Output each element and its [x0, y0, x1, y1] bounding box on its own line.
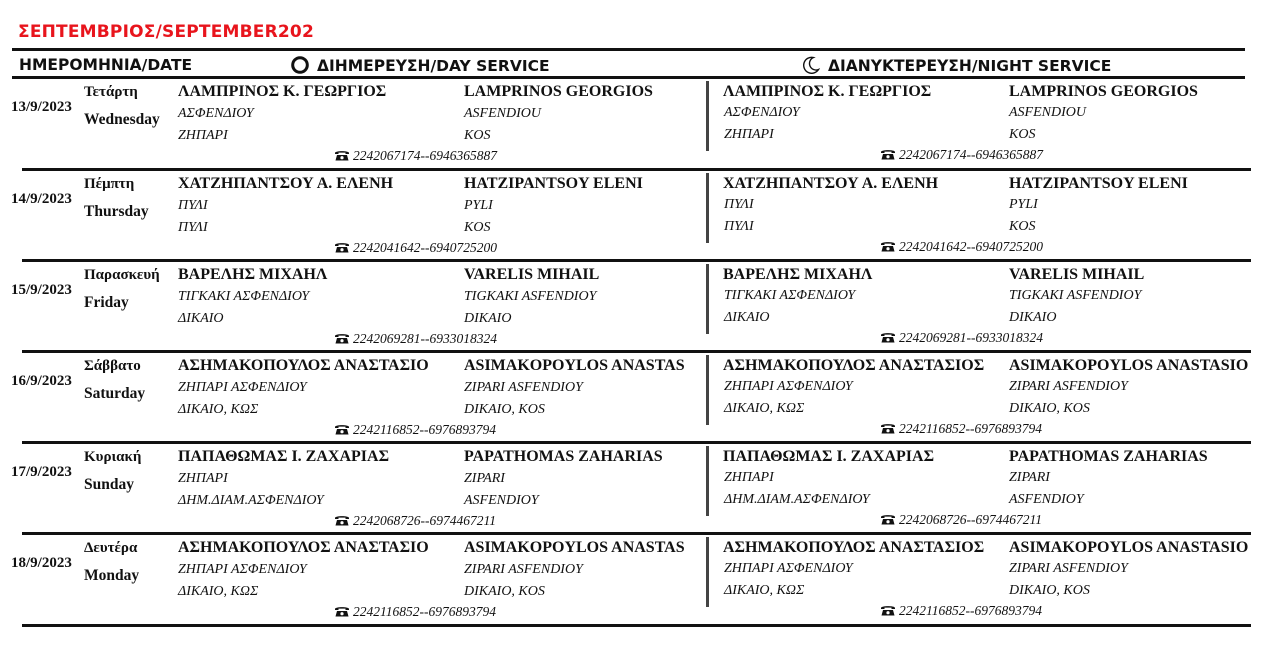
night-address-english: ZIPARI ASFENDIOY [1009, 379, 1128, 394]
telephone-icon [880, 240, 896, 256]
day-address-english: ZIPARI ASFENDIOY [464, 380, 583, 395]
day-area-english: DIKAIO [464, 311, 512, 326]
night-address-greek: ΑΣΦΕΝΔΙΟΥ [724, 105, 800, 120]
day-area-greek: ΔΙΚΑΙΟ, ΚΩΣ [178, 402, 259, 417]
day-phone: 2242041642--6940725200 [334, 240, 497, 257]
day-area-english: DIKAIO, KOS [464, 584, 545, 599]
telephone-icon [334, 423, 350, 439]
day-phone: 2242116852--6976893794 [334, 604, 496, 621]
night-phone: 2242067174--6946365887 [880, 147, 1043, 164]
night-area-greek: ΔΙΚΑΙΟ [724, 310, 770, 325]
day-address-english: ZIPARI ASFENDIOY [464, 562, 583, 577]
day-area-english: KOS [464, 128, 491, 143]
row-day-english: Saturday [84, 385, 146, 402]
night-area-greek: ΔΙΚΑΙΟ, ΚΩΣ [724, 401, 805, 416]
day-address-greek: ΖΗΠΑΡΙ [178, 471, 228, 486]
night-area-greek: ΖΗΠΑΡΙ [724, 127, 774, 142]
day-area-greek: ΔΗΜ.ΔΙΑΜ.ΑΣΦΕΝΔΙΟΥ [178, 493, 324, 508]
day-address-english: ASFENDIOU [464, 106, 541, 121]
day-pharmacist-name-greek: ΒΑΡΕΛΗΣ ΜΙΧΑΗΛ [178, 266, 328, 283]
telephone-icon [880, 604, 896, 620]
night-phone: 2242116852--6976893794 [880, 603, 1042, 620]
telephone-icon [880, 331, 896, 347]
day-phone: 2242067174--6946365887 [334, 148, 497, 165]
day-pharmacist-name-english: ASIMAKOPOYLOS ANASTAS [464, 539, 685, 556]
day-area-english: ASFENDIOY [464, 493, 539, 508]
row-date: 13/9/2023 [11, 99, 72, 115]
night-address-greek: ΖΗΠΑΡΙ ΑΣΦΕΝΔΙΟΥ [724, 379, 853, 394]
moon-icon [802, 56, 820, 78]
day-pharmacist-name-greek: ΑΣΗΜΑΚΟΠΟΥΛΟΣ ΑΝΑΣΤΑΣΙΟ [178, 357, 429, 374]
row-day-greek: Κυριακή [84, 449, 142, 465]
row-date: 16/9/2023 [11, 373, 72, 389]
schedule-row [0, 171, 1265, 262]
row-day-greek: Σάββατο [84, 358, 141, 374]
row-date: 14/9/2023 [11, 191, 72, 207]
telephone-icon [334, 332, 350, 348]
night-area-english: DIKAIO, KOS [1009, 401, 1090, 416]
telephone-icon [880, 148, 896, 164]
row-day-english: Sunday [84, 476, 134, 493]
night-pharmacist-name-english: ASIMAKOPOYLOS ANASTASIO [1009, 357, 1249, 374]
night-address-greek: ΖΗΠΑΡΙ [724, 470, 774, 485]
row-day-greek: Δευτέρα [84, 540, 138, 556]
day-area-greek: ΖΗΠΑΡΙ [178, 128, 228, 143]
night-address-greek: ΖΗΠΑΡΙ ΑΣΦΕΝΔΙΟΥ [724, 561, 853, 576]
telephone-icon [880, 513, 896, 529]
sun-icon [291, 56, 309, 78]
night-service-header [802, 56, 1111, 78]
day-address-english: TIGKAKI ASFENDIOY [464, 289, 597, 304]
date-column-header: ΗΜΕΡΟΜΗΝΙΑ/DATE [19, 56, 193, 74]
day-pharmacist-name-greek: ΠΑΠΑΘΩΜΑΣ Ι. ΖΑΧΑΡΙΑΣ [178, 448, 390, 465]
night-pharmacist-name-greek: ΑΣΗΜΑΚΟΠΟΥΛΟΣ ΑΝΑΣΤΑΣΙΟΣ [723, 539, 985, 556]
day-phone: 2242116852--6976893794 [334, 422, 496, 439]
night-pharmacist-name-english: ASIMAKOPOYLOS ANASTASIO [1009, 539, 1249, 556]
day-address-greek: ΠΥΛΙ [178, 198, 208, 213]
day-pharmacist-name-english: PAPATHOMAS ZAHARIAS [464, 448, 663, 465]
day-service-label: ΔΙΗΜΕΡΕΥΣΗ/DAY SERVICE [317, 57, 550, 75]
column-divider [706, 173, 709, 243]
night-service-label: ΔΙΑΝΥΚΤΕΡΕΥΣΗ/NIGHT SERVICE [828, 57, 1112, 75]
night-area-english: KOS [1009, 127, 1036, 142]
row-date: 17/9/2023 [11, 464, 72, 480]
night-phone: 2242116852--6976893794 [880, 421, 1042, 438]
night-area-greek: ΔΗΜ.ΔΙΑΜ.ΑΣΦΕΝΔΙΟΥ [724, 492, 870, 507]
night-address-english: TIGKAKI ASFENDIOY [1009, 288, 1142, 303]
day-area-greek: ΠΥΛΙ [178, 220, 208, 235]
day-address-english: PYLI [464, 198, 493, 213]
row-day-english: Monday [84, 567, 140, 584]
night-address-english: PYLI [1009, 197, 1038, 212]
night-area-greek: ΠΥΛΙ [724, 219, 754, 234]
night-address-greek: ΠΥΛΙ [724, 197, 754, 212]
telephone-icon [880, 422, 896, 438]
night-pharmacist-name-english: LAMPRINOS GEORGIOS [1009, 83, 1198, 100]
night-area-english: KOS [1009, 219, 1036, 234]
day-area-english: KOS [464, 220, 491, 235]
telephone-icon [334, 149, 350, 165]
day-service-header [291, 56, 550, 78]
night-phone: 2242068726--6974467211 [880, 512, 1042, 529]
night-phone: 2242041642--6940725200 [880, 239, 1043, 256]
day-pharmacist-name-greek: ΧΑΤΖΗΠΑΝΤΣΟΥ Α. ΕΛΕΝΗ [178, 175, 394, 192]
schedule-row [0, 353, 1265, 444]
row-day-greek: Παρασκευή [84, 267, 160, 283]
day-phone: 2242068726--6974467211 [334, 513, 496, 530]
header-top-rule [12, 48, 1245, 51]
column-divider [706, 264, 709, 334]
day-phone: 2242069281--6933018324 [334, 331, 497, 348]
night-area-english: DIKAIO [1009, 310, 1057, 325]
column-divider [706, 355, 709, 425]
day-area-greek: ΔΙΚΑΙΟ, ΚΩΣ [178, 584, 259, 599]
row-day-english: Wednesday [84, 111, 160, 128]
night-pharmacist-name-greek: ΒΑΡΕΛΗΣ ΜΙΧΑΗΛ [723, 266, 873, 283]
night-pharmacist-name-greek: ΛΑΜΠΡΙΝΟΣ Κ. ΓΕΩΡΓΙΟΣ [723, 83, 932, 100]
row-day-greek: Πέμπτη [84, 176, 135, 192]
night-pharmacist-name-greek: ΑΣΗΜΑΚΟΠΟΥΛΟΣ ΑΝΑΣΤΑΣΙΟΣ [723, 357, 985, 374]
day-pharmacist-name-english: ASIMAKOPOYLOS ANASTAS [464, 357, 685, 374]
day-address-greek: ΖΗΠΑΡΙ ΑΣΦΕΝΔΙΟΥ [178, 380, 307, 395]
night-address-english: ASFENDIOU [1009, 105, 1086, 120]
day-pharmacist-name-english: LAMPRINOS GEORGIOS [464, 83, 653, 100]
row-divider [22, 624, 1251, 627]
night-pharmacist-name-english: HATZIPANTSOY ELENI [1009, 175, 1188, 192]
telephone-icon [334, 514, 350, 530]
day-pharmacist-name-greek: ΑΣΗΜΑΚΟΠΟΥΛΟΣ ΑΝΑΣΤΑΣΙΟ [178, 539, 429, 556]
page-title: ΣΕΠΤΕΜΒΡΙΟΣ/SEPTEMBER202 [18, 22, 314, 42]
day-area-english: DIKAIO, KOS [464, 402, 545, 417]
row-day-english: Thursday [84, 203, 149, 220]
night-area-english: ASFENDIOY [1009, 492, 1084, 507]
night-address-english: ZIPARI [1009, 470, 1050, 485]
day-area-greek: ΔΙΚΑΙΟ [178, 311, 224, 326]
day-pharmacist-name-greek: ΛΑΜΠΡΙΝΟΣ Κ. ΓΕΩΡΓΙΟΣ [178, 83, 387, 100]
night-address-greek: ΤΙΓΚΑΚΙ ΑΣΦΕΝΔΙΟΥ [724, 288, 856, 303]
night-phone: 2242069281--6933018324 [880, 330, 1043, 347]
day-address-greek: ΑΣΦΕΝΔΙΟΥ [178, 106, 254, 121]
night-pharmacist-name-english: PAPATHOMAS ZAHARIAS [1009, 448, 1208, 465]
night-area-english: DIKAIO, KOS [1009, 583, 1090, 598]
column-divider [706, 81, 709, 151]
telephone-icon [334, 605, 350, 621]
schedule-row [0, 444, 1265, 535]
schedule-row [0, 262, 1265, 353]
row-day-english: Friday [84, 294, 129, 311]
schedule-row [0, 535, 1265, 626]
night-pharmacist-name-english: VARELIS MIHAIL [1009, 266, 1145, 283]
day-pharmacist-name-english: HATZIPANTSOY ELENI [464, 175, 643, 192]
day-address-greek: ΤΙΓΚΑΚΙ ΑΣΦΕΝΔΙΟΥ [178, 289, 310, 304]
day-address-greek: ΖΗΠΑΡΙ ΑΣΦΕΝΔΙΟΥ [178, 562, 307, 577]
row-day-greek: Τετάρτη [84, 84, 138, 100]
schedule-row [0, 79, 1265, 170]
night-area-greek: ΔΙΚΑΙΟ, ΚΩΣ [724, 583, 805, 598]
night-address-english: ZIPARI ASFENDIOY [1009, 561, 1128, 576]
row-date: 15/9/2023 [11, 282, 72, 298]
row-date: 18/9/2023 [11, 555, 72, 571]
column-divider [706, 537, 709, 607]
night-pharmacist-name-greek: ΧΑΤΖΗΠΑΝΤΣΟΥ Α. ΕΛΕΝΗ [723, 175, 939, 192]
day-address-english: ZIPARI [464, 471, 505, 486]
day-pharmacist-name-english: VARELIS MIHAIL [464, 266, 600, 283]
telephone-icon [334, 241, 350, 257]
night-pharmacist-name-greek: ΠΑΠΑΘΩΜΑΣ Ι. ΖΑΧΑΡΙΑΣ [723, 448, 935, 465]
column-divider [706, 446, 709, 516]
